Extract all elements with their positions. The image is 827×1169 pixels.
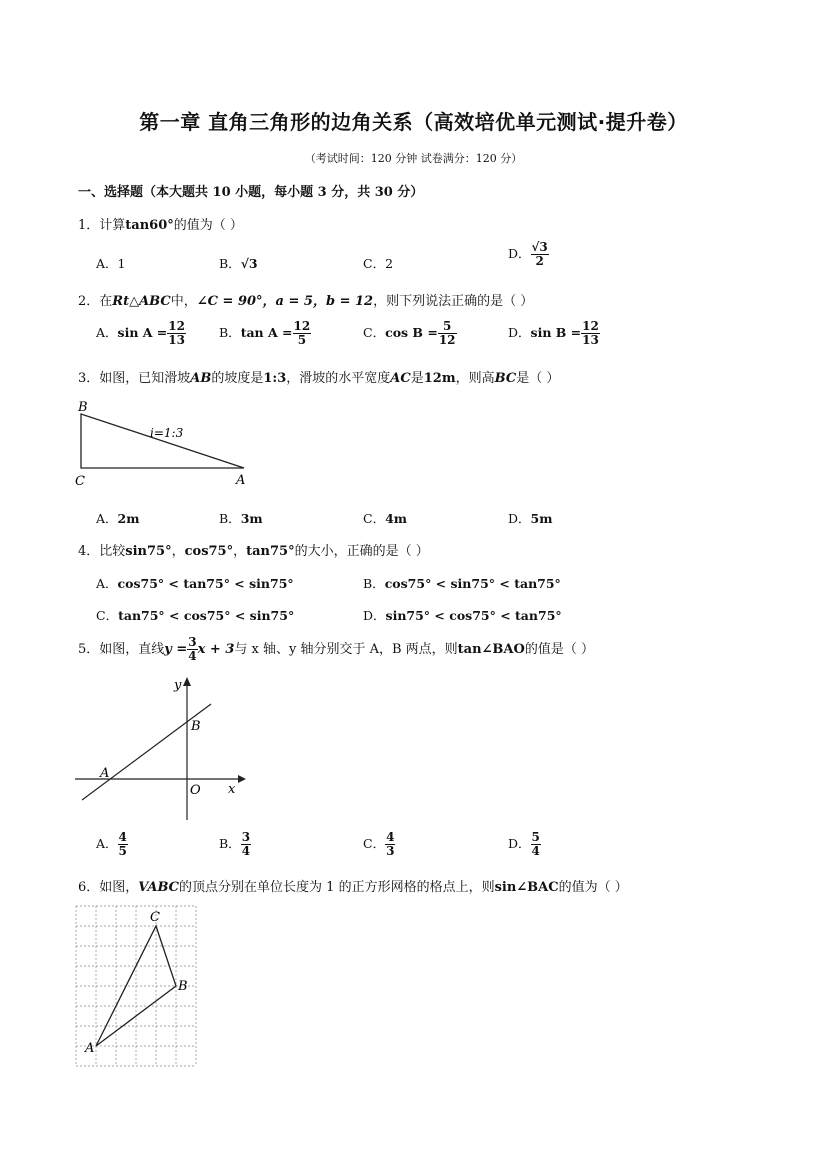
q2-option-a: A．sin A = $\frac{12}{13}$: [96, 319, 185, 347]
fig5-label-o: O: [190, 783, 201, 798]
question-5-stem: 5．如图，直线y = $\frac{3}{4}$ x + 3与 x 轴、y 轴分别交于 A，B 两点，则tan∠BAO的值是（ ）: [78, 635, 594, 663]
line-graph-figure: [70, 672, 250, 824]
q3-option-a: A．2m: [96, 511, 140, 526]
exam-info: （考试时间：120 分钟 试卷满分：120 分）: [304, 152, 523, 165]
fig3-label-c: C: [75, 474, 85, 489]
fig5-label-a: A: [100, 766, 110, 781]
q1-option-c: C．2: [363, 256, 394, 271]
fig3-label-b: B: [78, 400, 88, 415]
q5-option-b: B． $\frac{3}{4}$: [219, 830, 251, 858]
q3-option-b: B．3m: [219, 511, 263, 526]
fig6-label-c: C: [150, 910, 160, 925]
question-4-stem: 4．比较sin75°，cos75°，tan75°的大小，正确的是（ ）: [78, 544, 429, 559]
question-2-stem: 2．在Rt△ABC中，∠C = 90°，a = 5，b = 12，则下列说法正确的是（ ）: [78, 294, 534, 309]
fig3-label-a: A: [236, 473, 246, 488]
fig5-label-x: x: [228, 782, 236, 797]
question-3-stem: 3．如图，已知滑坡AB的坡度是1:3，滑坡的水平宽度AC是12m，则高BC是（ ）: [78, 371, 560, 386]
section-heading: 一、选择题（本大题共 10 小题，每小题 3 分，共 30 分）: [78, 185, 424, 200]
q1-option-b: B．√3: [219, 256, 258, 271]
q4-option-d: D．sin75° < cos75° < tan75°: [363, 608, 562, 623]
page-title: 第一章 直角三角形的边角关系（高效培优单元测试·提升卷）: [139, 110, 688, 134]
q5-option-c: C． $\frac{4}{3}$: [363, 830, 395, 858]
x-axis-arrow-icon: [238, 775, 246, 783]
fig6-label-a: A: [85, 1041, 95, 1056]
fig5-label-y: y: [174, 678, 182, 693]
triangle-abc: [81, 414, 244, 468]
q4-option-a: A．cos75° < tan75° < sin75°: [96, 576, 294, 591]
q5-option-d: D． $\frac{5}{4}$: [508, 830, 540, 858]
question-1-stem: 1．计算tan60°的值为（ ）: [78, 218, 243, 233]
q4-option-c: C．tan75° < cos75° < sin75°: [96, 608, 295, 623]
q2-option-b: B．tan A = $\frac{12}{5}$: [219, 319, 311, 347]
fig6-label-b: B: [178, 979, 188, 994]
fig5-label-b: B: [191, 719, 201, 734]
q2-option-c: C．cos B = $\frac{5}{12}$: [363, 319, 456, 347]
q3-option-d: D．5m: [508, 511, 553, 526]
slope-triangle-figure: [70, 395, 260, 490]
q1-option-d: D． $\frac{√3}{2}$: [508, 240, 548, 268]
fig3-slope-label: i=1:3: [150, 426, 184, 440]
y-axis-arrow-icon: [183, 677, 191, 686]
grid-triangle-figure: [72, 904, 200, 1068]
q1-option-a: A．1: [96, 256, 126, 271]
q4-option-b: B．cos75° < sin75° < tan75°: [363, 576, 561, 591]
q5-option-a: A． $\frac{4}{5}$: [96, 830, 127, 858]
q3-option-c: C．4m: [363, 511, 408, 526]
q2-option-d: D．sin B = $\frac{12}{13}$: [508, 319, 599, 347]
question-6-stem: 6．如图，VABC的顶点分别在单位长度为 1 的正方形网格的格点上，则sin∠BAC的值为（ ）: [78, 880, 628, 895]
